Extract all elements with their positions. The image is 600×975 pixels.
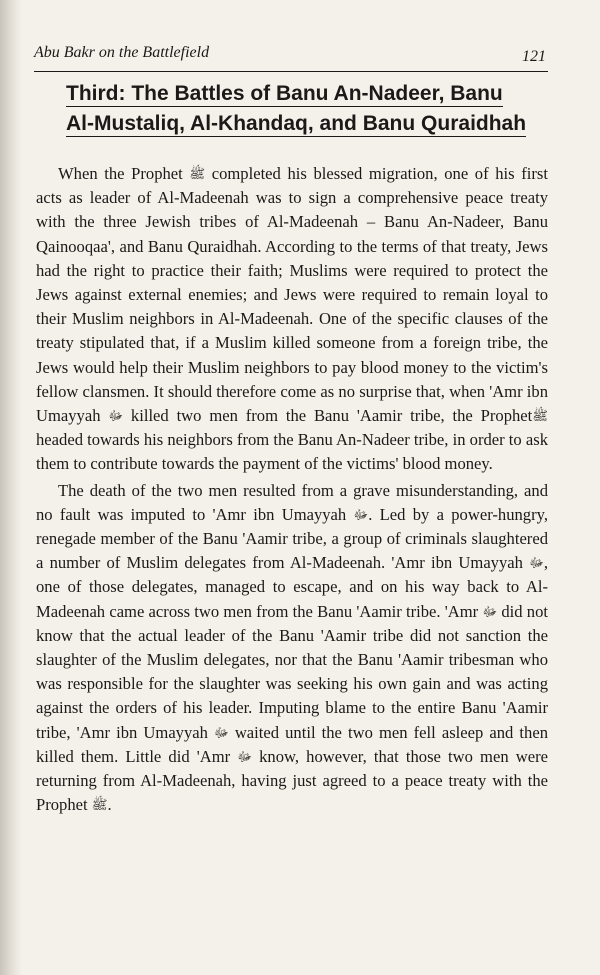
header-rule [34, 71, 548, 72]
paragraph-1: When the Prophet ﷺ completed his blessed migration, one of his first acts as leader of Al-Madeenah was to sign a comprehensive peace treaty with the three Jewish tribes of Al-Madeenah – Banu An-Nadeer, Banu Qainooqaa', and Banu Quraidhah. According to the terms of that treaty, Jews had the right to practice their faith; Muslims were required to protect the Jews against external enemies; and Jews were required to remain loyal to their Muslim neighbors in Al-Madeenah. One of the specific clauses of the treaty stipulated that, if a Muslim killed someone from a foreign tribe, the Jews would help their Muslim neighbors to pay blood money to the victim's fellow clansmen. It should therefore come as no surprise that, when 'Amr ibn Umayyah ﷻ killed two men from the Banu 'Aamir tribe, the Prophetﷺ headed towards his neighbors from the Banu An-Nadeer tribe, in order to ask them to contribute towards the payment of the victims' blood money. [36, 164, 548, 474]
page-number: 121 [522, 48, 546, 65]
section-heading [66, 79, 536, 139]
radiyallahu-icon: ﷻ [482, 603, 498, 619]
running-head [34, 40, 546, 66]
salutation-icon: ﷺ [532, 408, 548, 424]
radiyallahu-icon: ﷻ [108, 408, 124, 424]
heading-line-2: Al-Mustaliq, Al-Khandaq, and Banu Quraidhah [66, 112, 527, 135]
radiyallahu-icon: ﷻ [353, 506, 369, 522]
radiyallahu-icon: ﷻ [529, 555, 544, 571]
paragraph-2: The death of the two men resulted from a grave misunderstanding, and no fault was imputed to 'Amr ibn Umayyah ﷻ. Led by a power-hungry, renegade member of the Banu 'Aamir tribe, a group of criminals slaughtered a number of Muslim delegates from Al-Madeenah. 'Amr ibn Umayyah ﷻ, one of those delegates, managed to escape, and on his way back to Al-Madeenah came across two men from the Banu 'Aamir tribe. 'Amr ﷻ did not know that the actual leader of the Banu 'Aamir tribe did not sanction the slaughter of the Muslim delegates, nor that the Banu 'Aamir tribesman who was responsible for the slaughter was seeking his own gain and was acting against the orders of his leader. Imputing blame to the entire Banu 'Aamir tribe, 'Amr ibn Umayyah ﷻ waited until the two men fell asleep and then killed them. Little did 'Amr ﷻ know, however, that those two men were returning from Al-Madeenah, having just agreed to a peace treaty with the Prophet ﷺ. [36, 480, 548, 815]
binding-gutter [0, 0, 22, 975]
radiyallahu-icon: ﷻ [214, 724, 229, 740]
running-title: Abu Bakr on the Battlefield [34, 44, 210, 61]
salutation-icon: ﷺ [189, 166, 206, 181]
heading-line-1: Third: The Battles of Banu An-Nadeer, Banu [66, 82, 503, 105]
body-text [36, 162, 548, 817]
salutation-icon: ﷺ [91, 797, 108, 813]
radiyallahu-icon: ﷻ [237, 748, 252, 764]
